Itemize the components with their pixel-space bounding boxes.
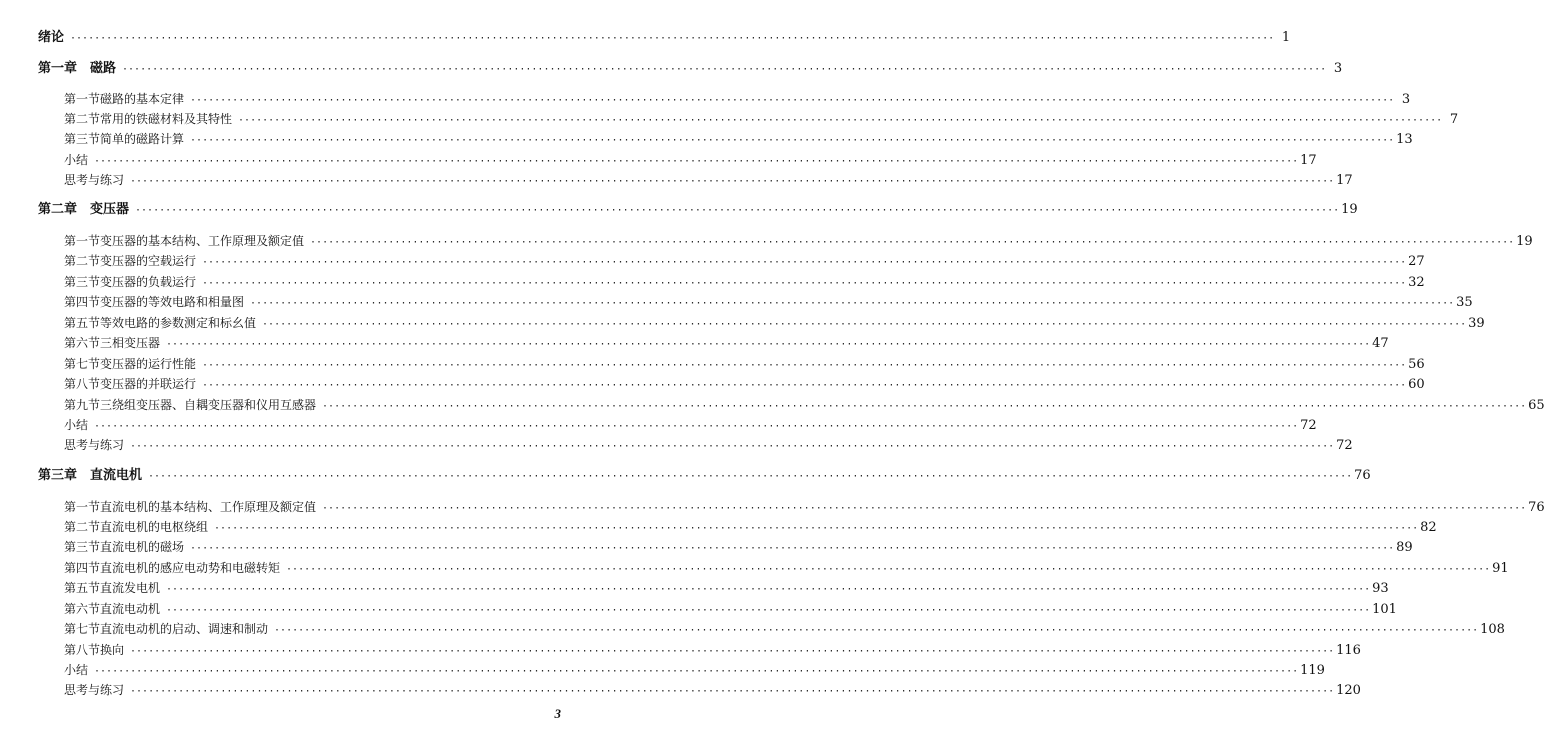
entry-title: 直流发电机 — [100, 581, 161, 595]
entry-title: 小结 — [64, 663, 89, 677]
entry-page-number: 17 — [1300, 153, 1317, 168]
entry-title: 变压器的并联运行 — [100, 377, 197, 391]
toc-section-entry — [64, 252, 1425, 270]
toc-chapter-entry — [38, 467, 1371, 485]
section-number: 第三节 — [64, 275, 101, 289]
dot-leader: ········································································································································································································ — [166, 339, 1371, 350]
toc-section-entry — [64, 273, 1425, 291]
entry-page-number: 91 — [1492, 561, 1509, 576]
entry-title: 思考与练习 — [64, 683, 125, 697]
entry-page-number: 119 — [1300, 663, 1325, 678]
toc-section-entry — [64, 151, 1317, 169]
entry-title: 第一章 磁路 — [38, 61, 117, 76]
section-number: 第七节 — [64, 622, 101, 636]
dot-leader: ········································································································································································································ — [130, 686, 1335, 697]
section-number: 第九节 — [64, 398, 101, 412]
entry-title: 三绕组变压器、自耦变压器和仪用互感器 — [100, 398, 317, 412]
entry-title: 等效电路的参数测定和标幺值 — [100, 316, 257, 330]
entry-page-number: 72 — [1336, 438, 1353, 453]
toc-section-entry — [64, 90, 1411, 108]
dot-leader: ········································································································································································································ — [262, 319, 1467, 330]
entry-page-number: 93 — [1372, 581, 1389, 596]
entry-page-number: 76 — [1528, 500, 1545, 515]
entry-title: 小结 — [64, 153, 89, 167]
entry-page-number: 116 — [1336, 643, 1361, 658]
dot-leader: ········································································································································································································ — [135, 205, 1340, 216]
dot-leader: ········································································································································································································ — [274, 625, 1479, 636]
entry-title: 变压器的等效电路和相量图 — [100, 295, 245, 309]
dot-leader: ········································································································································································································ — [166, 584, 1371, 595]
dot-leader: ········································································································································································································ — [190, 135, 1395, 146]
section-number: 第八节 — [64, 643, 101, 657]
entry-page-number: 39 — [1468, 316, 1485, 331]
entry-title: 变压器的运行性能 — [100, 357, 197, 371]
dot-leader: ········································································································································································································ — [148, 471, 1353, 482]
entry-page-number: 120 — [1336, 683, 1361, 698]
entry-title: 三相变压器 — [100, 336, 161, 350]
dot-leader: ········································································································································································································ — [214, 523, 1419, 534]
entry-page-number: 60 — [1408, 377, 1425, 392]
entry-title: 变压器的空载运行 — [100, 254, 197, 268]
entry-page-number: 72 — [1300, 418, 1317, 433]
page-number: 3 — [554, 706, 561, 721]
entry-page-number: 27 — [1408, 254, 1425, 269]
entry-title: 常用的铁磁材料及其特性 — [100, 112, 233, 126]
toc-section-entry — [64, 130, 1413, 148]
entry-page-number: 1 — [1281, 30, 1291, 45]
entry-title: 绪论 — [38, 30, 65, 45]
section-number: 第二节 — [64, 520, 101, 534]
dot-leader: ········································································································································································································ — [190, 95, 1395, 106]
section-number: 第三节 — [64, 132, 101, 146]
section-number: 第六节 — [64, 602, 101, 616]
toc-chapter-entry — [38, 29, 1291, 47]
dot-leader: ········································································································································································································ — [202, 278, 1407, 289]
toc-section-entry — [64, 436, 1353, 454]
entry-title: 磁路的基本定律 — [100, 92, 185, 106]
dot-leader: ········································································································································································································ — [202, 257, 1407, 268]
entry-title: 第三章 直流电机 — [38, 468, 143, 483]
section-number: 第六节 — [64, 336, 101, 350]
toc-section-entry — [64, 518, 1437, 536]
toc-section-entry — [64, 579, 1389, 597]
section-number: 第五节 — [64, 581, 101, 595]
entry-page-number: 17 — [1336, 173, 1353, 188]
toc-section-entry — [64, 641, 1361, 659]
entry-page-number: 3 — [1401, 92, 1411, 107]
entry-title: 直流电机的感应电动势和电磁转矩 — [100, 561, 281, 575]
toc-section-entry — [64, 538, 1413, 556]
entry-page-number: 89 — [1396, 540, 1413, 555]
dot-leader: ········································································································································································································ — [250, 298, 1455, 309]
toc-section-entry — [64, 232, 1533, 250]
entry-page-number: 32 — [1408, 275, 1425, 290]
toc-section-entry — [64, 110, 1459, 128]
dot-leader: ········································································································································································································ — [322, 503, 1527, 514]
entry-title: 直流电机的基本结构、工作原理及额定值 — [100, 500, 317, 514]
dot-leader: ········································································································································································································ — [166, 605, 1371, 616]
entry-page-number: 101 — [1372, 602, 1397, 617]
entry-page-number: 13 — [1396, 132, 1413, 147]
entry-page-number: 76 — [1354, 468, 1371, 483]
section-number: 第一节 — [64, 500, 101, 514]
entry-title: 第二章 变压器 — [38, 202, 130, 217]
dot-leader: ········································································································································································································ — [130, 646, 1335, 657]
entry-title: 换向 — [100, 643, 125, 657]
toc-section-entry — [64, 334, 1389, 352]
toc-section-entry — [64, 559, 1509, 577]
dot-leader: ········································································································································································································ — [202, 360, 1407, 371]
entry-page-number: 7 — [1449, 112, 1459, 127]
dot-leader: ········································································································································································································ — [130, 176, 1335, 187]
section-number: 第四节 — [64, 295, 101, 309]
toc-section-entry — [64, 396, 1545, 414]
dot-leader: ········································································································································································································ — [94, 666, 1299, 677]
toc-section-entry — [64, 661, 1325, 679]
section-number: 第四节 — [64, 561, 101, 575]
dot-leader: ········································································································································································································ — [122, 64, 1327, 75]
section-number: 第一节 — [64, 92, 101, 106]
dot-leader: ········································································································································································································ — [70, 33, 1275, 44]
toc-section-entry — [64, 681, 1361, 699]
dot-leader: ········································································································································································································ — [202, 380, 1407, 391]
toc-section-entry — [64, 355, 1425, 373]
toc-section-entry — [64, 314, 1485, 332]
entry-page-number: 82 — [1420, 520, 1437, 535]
dot-leader: ········································································································································································································ — [94, 421, 1299, 432]
dot-leader: ········································································································································································································ — [286, 564, 1491, 575]
dot-leader: ········································································································································································································ — [310, 237, 1515, 248]
toc-section-entry — [64, 498, 1545, 516]
section-number: 第八节 — [64, 377, 101, 391]
toc-section-entry — [64, 620, 1505, 638]
toc-section-entry — [64, 171, 1353, 189]
toc-section-entry — [64, 293, 1473, 311]
section-number: 第三节 — [64, 540, 101, 554]
entry-title: 变压器的负载运行 — [100, 275, 197, 289]
section-number: 第五节 — [64, 316, 101, 330]
dot-leader: ········································································································································································································ — [190, 543, 1395, 554]
entry-title: 直流电机的磁场 — [100, 540, 185, 554]
toc-section-entry — [64, 416, 1317, 434]
entry-page-number: 3 — [1333, 61, 1343, 76]
entry-page-number: 56 — [1408, 357, 1425, 372]
dot-leader: ········································································································································································································ — [238, 115, 1443, 126]
entry-page-number: 65 — [1528, 398, 1545, 413]
section-number: 第七节 — [64, 357, 101, 371]
toc-chapter-entry — [38, 60, 1343, 78]
entry-title: 直流电动机的启动、调速和制动 — [100, 622, 269, 636]
section-number: 第一节 — [64, 234, 101, 248]
entry-title: 思考与练习 — [64, 173, 125, 187]
toc-section-entry — [64, 375, 1425, 393]
entry-page-number: 19 — [1516, 234, 1533, 249]
toc-chapter-entry — [38, 201, 1358, 219]
entry-title: 变压器的基本结构、工作原理及额定值 — [100, 234, 305, 248]
section-number: 第二节 — [64, 112, 101, 126]
entry-title: 直流电动机 — [100, 602, 161, 616]
entry-page-number: 47 — [1372, 336, 1389, 351]
entry-page-number: 108 — [1480, 622, 1505, 637]
entry-title: 小结 — [64, 418, 89, 432]
toc-section-entry — [64, 600, 1397, 618]
dot-leader: ········································································································································································································ — [322, 401, 1527, 412]
entry-title: 直流电机的电枢绕组 — [100, 520, 209, 534]
dot-leader: ········································································································································································································ — [94, 156, 1299, 167]
entry-page-number: 35 — [1456, 295, 1473, 310]
dot-leader: ········································································································································································································ — [130, 441, 1335, 452]
entry-title: 思考与练习 — [64, 438, 125, 452]
entry-title: 简单的磁路计算 — [100, 132, 185, 146]
section-number: 第二节 — [64, 254, 101, 268]
entry-page-number: 19 — [1341, 202, 1358, 217]
